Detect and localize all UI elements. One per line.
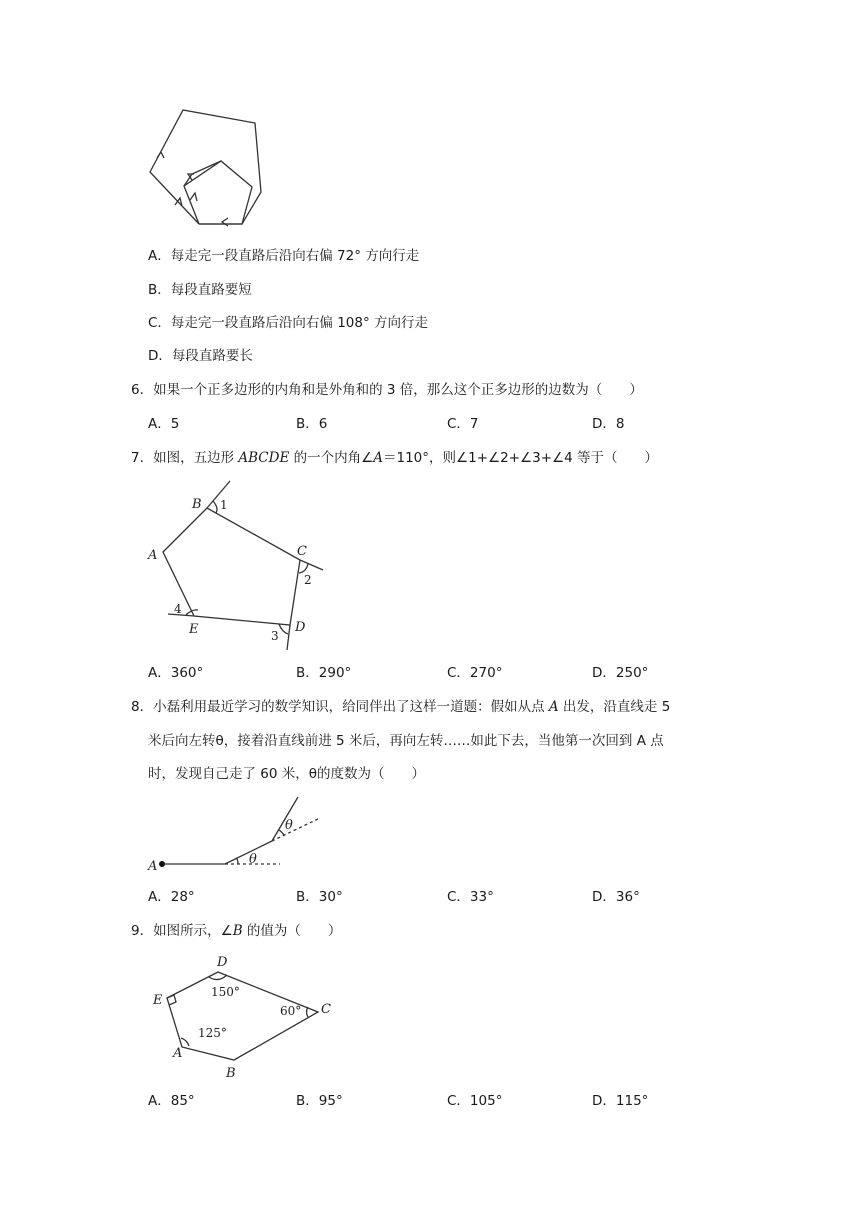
- q7-option-c[interactable]: C．270°: [447, 665, 503, 681]
- q7-angle-2: 2: [304, 573, 312, 587]
- q9-label-a: A: [173, 1046, 183, 1061]
- q9-option-d[interactable]: D．115°: [592, 1093, 649, 1109]
- q9-option-c[interactable]: C．105°: [447, 1093, 503, 1109]
- q9-angle-a: 125°: [198, 1026, 227, 1040]
- ext-line-d: [287, 625, 290, 650]
- q6-option-b[interactable]: B．6: [296, 416, 328, 432]
- q8-turn-figure: [145, 795, 330, 875]
- q9-label-e: E: [153, 993, 163, 1008]
- q7-label-c: C: [297, 544, 307, 559]
- q9-pentagon-figure: [145, 950, 345, 1085]
- q7-pentagon-figure: [140, 480, 340, 655]
- q5-option-c[interactable]: C．每走完一段直路后沿向右偏 108° 方向行走: [148, 315, 429, 331]
- q9-angle-d: 150°: [211, 985, 240, 999]
- q7-option-d[interactable]: D．250°: [592, 665, 649, 681]
- q9-label-b: B: [226, 1066, 236, 1081]
- q8-stem-line1: 8．小磊利用最近学习的数学知识，给同伴出了这样一道题：假如从点 A 出发，沿直线走 5: [131, 699, 671, 715]
- q7-option-a[interactable]: A．360°: [148, 665, 204, 681]
- theta-arc-2: [279, 830, 284, 835]
- q7-label-b: B: [192, 497, 202, 512]
- q9-pentagon-svg: [145, 950, 345, 1085]
- q6-option-c[interactable]: C．7: [447, 416, 479, 432]
- q9-option-a[interactable]: A．85°: [148, 1093, 195, 1109]
- pentagon: [163, 508, 300, 625]
- q8-theta-1: θ: [249, 852, 257, 867]
- point-a-dot: [159, 861, 165, 867]
- q7-angle-4: 4: [174, 602, 182, 616]
- q7-label-a: A: [148, 548, 158, 563]
- q7-stem: 7．如图，五边形 ABCDE 的一个内角∠A＝110°，则∠1+∠2+∠3+∠4 等于（ ）: [131, 450, 658, 466]
- q7-pentagon-svg: [140, 480, 340, 655]
- ext-line-c: [300, 560, 323, 570]
- q5-option-d[interactable]: D．每段直路要长: [148, 348, 253, 364]
- q6-stem: 6．如果一个正多边形的内角和是外角和的 3 倍，那么这个正多边形的边数为（ ）: [131, 382, 643, 398]
- q7-angle-1: 1: [220, 498, 228, 512]
- angle-arc-3: [279, 624, 288, 634]
- q7-label-e: E: [189, 622, 199, 637]
- q8-option-a[interactable]: A．28°: [148, 889, 195, 905]
- q7-option-b[interactable]: B．290°: [296, 665, 352, 681]
- q9-label-c: C: [321, 1002, 331, 1017]
- q5-path-figure: [140, 100, 280, 230]
- q5-option-b[interactable]: B．每段直路要短: [148, 282, 252, 298]
- q7-label-d: D: [295, 620, 306, 635]
- q9-angle-c: 60°: [280, 1004, 302, 1018]
- q8-option-d[interactable]: D．36°: [592, 889, 640, 905]
- q8-option-c[interactable]: C．33°: [447, 889, 494, 905]
- q9-stem: 9．如图所示，∠B 的值为（ ）: [131, 923, 342, 939]
- q8-turn-svg: [145, 795, 330, 875]
- q8-stem-line2: 米后向左转θ，接着沿直线前进 5 米后，再向左转……如此下去，当他第一次回到 A 点: [148, 733, 664, 749]
- angle-arc-2: [299, 564, 308, 573]
- q8-stem-line3: 时，发现自己走了 60 米，θ的度数为（ ）: [148, 766, 426, 782]
- outer-path: [150, 110, 261, 224]
- q9-label-d: D: [217, 955, 228, 970]
- q8-label-a: A: [148, 859, 158, 874]
- q8-theta-2: θ: [285, 818, 293, 833]
- q7-angle-3: 3: [271, 629, 279, 643]
- q8-option-b[interactable]: B．30°: [296, 889, 343, 905]
- q6-option-a[interactable]: A．5: [148, 416, 180, 432]
- q6-option-d[interactable]: D．8: [592, 416, 625, 432]
- q5-option-a[interactable]: A．每走完一段直路后沿向右偏 72° 方向行走: [148, 248, 420, 264]
- q9-option-b[interactable]: B．95°: [296, 1093, 343, 1109]
- q5-path-svg: [140, 100, 280, 230]
- angle-arc-c: [307, 1007, 309, 1017]
- theta-arc-1: [236, 858, 238, 864]
- inner-path: [184, 161, 252, 224]
- angle-arc-a: [181, 1038, 189, 1046]
